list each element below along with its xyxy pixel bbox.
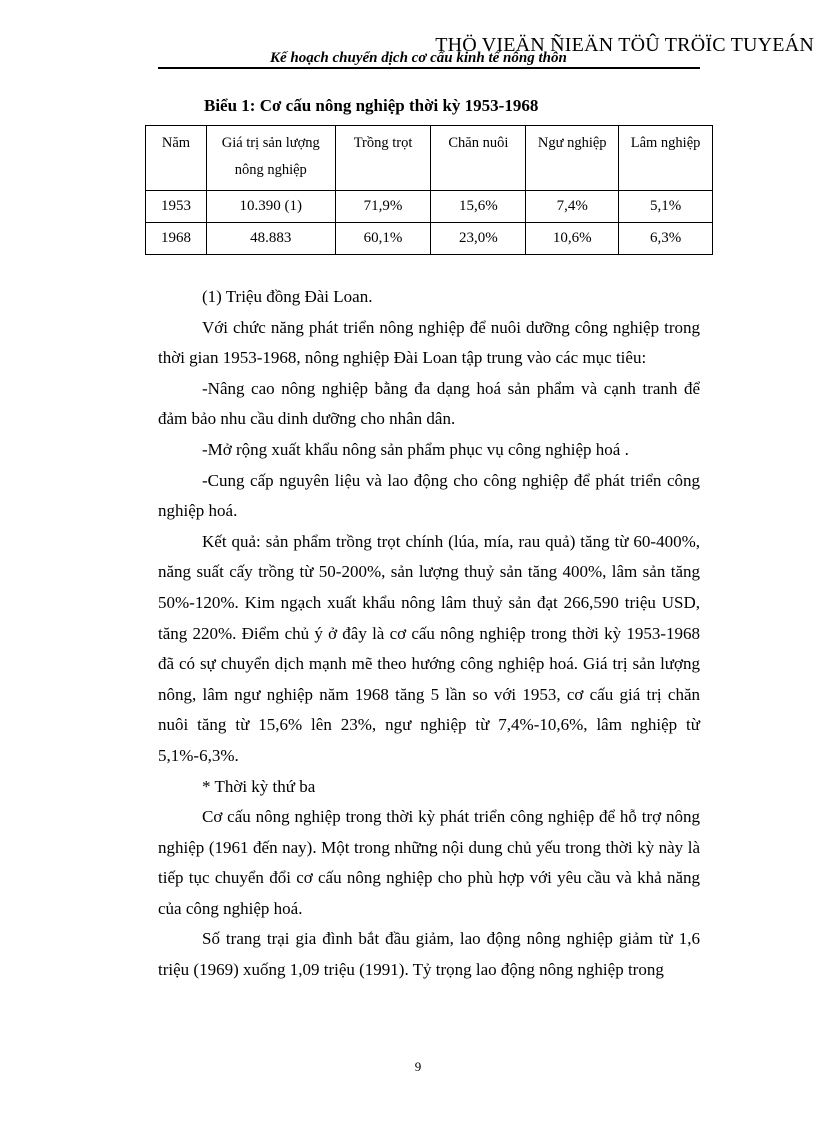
table-cell: 71,9% [335, 191, 431, 223]
paragraph: Kết quả: sản phẩm trồng trọt chính (lúa, mía, rau quả) tăng từ 60-400%, năng suất cấy trồng từ 50-200%, sản lượng thuỷ sản tăng 400%, lâm sản tăng 50%-120%. Kim ngạch xuất khẩu nông lâm thuỷ sản đạt 266,590 triệu USD, tăng 220%. Điểm chủ ý ở đây là cơ cấu nông nghiệp trong thời kỳ 1953-1968 đã có sự chuyển dịch mạnh mẽ theo hướng công nghiệp hoá. Giá trị sản lượng nông, lâm ngư nghiệp năm 1968 tăng 5 lần so với 1953, cơ cấu giá trị chăn nuôi tăng từ 15,6% lên 23%, ngư nghiệp từ 7,4%-10,6%, lâm nghiệp từ 5,1%-6,3%. [158, 531, 700, 765]
table-cell: 10.390 (1) [206, 191, 335, 223]
table-row [146, 223, 713, 255]
table-cell: 6,3% [619, 223, 713, 255]
paragraph: Với chức năng phát triển nông nghiệp để nuôi dưỡng công nghiệp trong thời gian 1953-1968, nông nghiệp Đài Loan tập trung vào các mục tiêu: [158, 317, 700, 368]
table-cell: 15,6% [431, 191, 526, 223]
running-header: Kế hoạch chuyển dịch cơ cấu kinh tế nông thôn [270, 50, 567, 66]
paragraph: -Cung cấp nguyên liệu và lao động cho công nghiệp để phát triển công nghiệp hoá. [158, 470, 700, 521]
table-cell: 60,1% [335, 223, 431, 255]
table-title: Biểu 1: Cơ cấu nông nghiệp thời kỳ 1953-1968 [204, 96, 539, 115]
column-header-output-value: Giá trị sản lượng nông nghiệp [206, 126, 335, 191]
table-cell: 5,1% [619, 191, 713, 223]
paragraph: -Nâng cao nông nghiệp bằng đa dạng hoá sản phẩm và cạnh tranh để đảm bảo nhu cầu dinh dưỡng cho nhân dân. [158, 378, 700, 429]
table-cell: 1968 [146, 223, 207, 255]
data-table [145, 125, 713, 255]
paragraph: -Mở rộng xuất khẩu nông sản phẩm phục vụ công nghiệp hoá . [202, 439, 629, 459]
paragraph: Cơ cấu nông nghiệp trong thời kỳ phát triển công nghiệp để hỗ trợ nông nghiệp (1961 đến nay). Một trong những nội dung chủ yếu trong thời kỳ này là tiếp tục chuyển đổi cơ cấu nông nghiệp cho phù hợp với yêu cầu và khả năng của công nghiệp hoá. [158, 807, 700, 918]
section-heading: * Thời kỳ thứ ba [202, 776, 316, 796]
column-header-year: Năm [146, 126, 207, 191]
column-header-fishery: Ngư nghiệp [526, 126, 619, 191]
column-header-crops: Trồng trọt [335, 126, 431, 191]
table-cell: 48.883 [206, 223, 335, 255]
column-header-forestry: Lâm nghiệp [619, 126, 713, 191]
header-rule [158, 67, 700, 69]
watermark-text: THÖ VIEÄN ÑIEÄN TÖÛ TRÖÏC TUYEÁN [435, 34, 814, 56]
table-cell: 1953 [146, 191, 207, 223]
paragraph-footnote: (1) Triệu đồng Đài Loan. [202, 287, 373, 306]
table-cell: 10,6% [526, 223, 619, 255]
table-row [146, 191, 713, 223]
table-cell: 7,4% [526, 191, 619, 223]
paragraph: Số trang trại gia đình bắt đầu giảm, lao động nông nghiệp giảm từ 1,6 triệu (1969) xuống 1,09 triệu (1991). Tỷ trọng lao động nông nghiệp trong [158, 929, 700, 980]
table-header-row [146, 126, 713, 191]
table-cell: 23,0% [431, 223, 526, 255]
column-header-livestock: Chăn nuôi [431, 126, 526, 191]
body-text [158, 282, 700, 986]
page-number: 9 [414, 1059, 422, 1074]
